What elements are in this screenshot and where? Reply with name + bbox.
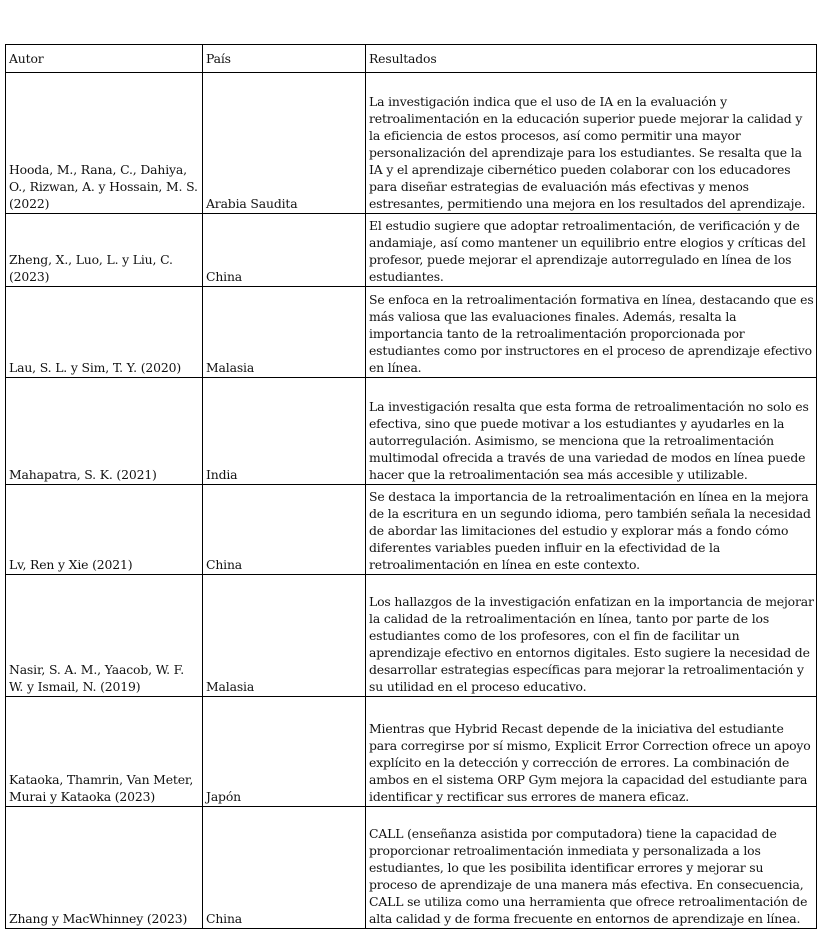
cell-pais: China [203, 485, 366, 575]
cell-pais: Malasia [203, 575, 366, 697]
table-row [6, 485, 817, 575]
table-row [6, 697, 817, 807]
cell-resultados: Mientras que Hybrid Recast depende de la iniciativa del estudiante para corregirse por sí mismo, Explicit Error Correction ofrece un apoyo explícito en la detección y corrección de errores. La combinación de ambos en el sistema ORP Gym mejora la capacidad del estudiante para identificar y rectificar sus errores de manera eficaz. [366, 697, 817, 807]
header-pais: País [203, 45, 366, 73]
cell-autor: Zhang y MacWhinney (2023) [6, 807, 203, 929]
cell-autor: Zheng, X., Luo, L. y Liu, C. (2023) [6, 214, 203, 287]
cell-pais: China [203, 807, 366, 929]
cell-autor: Lau, S. L. y Sim, T. Y. (2020) [6, 287, 203, 378]
cell-resultados: La investigación resalta que esta forma de retroalimentación no solo es efectiva, sino que puede motivar a los estudiantes y ayudarles en la autorregulación. Asimismo, se menciona que la retroalimentación multimodal ofrecida a través de una variedad de modos en línea puede hacer que la retroalimentación sea más accesible y utilizable. [366, 378, 817, 485]
cell-autor: Kataoka, Thamrin, Van Meter, Murai y Kataoka (2023) [6, 697, 203, 807]
table-row [6, 287, 817, 378]
cell-autor: Mahapatra, S. K. (2021) [6, 378, 203, 485]
cell-resultados: Los hallazgos de la investigación enfatizan en la importancia de mejorar la calidad de la retroalimentación en línea, tanto por parte de los estudiantes como de los profesores, con el fin de facilitar un aprendizaje efectivo en entornos digitales. Esto sugiere la necesidad de desarrollar estrategias específicas para mejorar la retroalimentación y su utilidad en el proceso educativo. [366, 575, 817, 697]
results-table [5, 44, 817, 929]
cell-pais: China [203, 214, 366, 287]
cell-autor: Hooda, M., Rana, C., Dahiya, O., Rizwan, A. y Hossain, M. S. (2022) [6, 73, 203, 214]
cell-pais: Japón [203, 697, 366, 807]
header-autor: Autor [6, 45, 203, 73]
table-row [6, 807, 817, 929]
cell-pais: India [203, 378, 366, 485]
cell-autor: Lv, Ren y Xie (2021) [6, 485, 203, 575]
cell-autor: Nasir, S. A. M., Yaacob, W. F. W. y Ismail, N. (2019) [6, 575, 203, 697]
cell-resultados: CALL (enseñanza asistida por computadora) tiene la capacidad de proporcionar retroalimentación inmediata y personalizada a los estudiantes, lo que les posibilita identificar errores y mejorar su proceso de aprendizaje de una manera más efectiva. En consecuencia, CALL se utiliza como una herramienta que ofrece retroalimentación de alta calidad y de forma frecuente en entornos de aprendizaje en línea. [366, 807, 817, 929]
header-resultados: Resultados [366, 45, 817, 73]
cell-pais: Malasia [203, 287, 366, 378]
table-row [6, 575, 817, 697]
cell-resultados: Se enfoca en la retroalimentación formativa en línea, destacando que es más valiosa que las evaluaciones finales. Además, resalta la importancia tanto de la retroalimentación proporcionada por estudiantes como por instructores en el proceso de aprendizaje efectivo en línea. [366, 287, 817, 378]
cell-resultados: La investigación indica que el uso de IA en la evaluación y retroalimentación en la educación superior puede mejorar la calidad y la eficiencia de estos procesos, así como permitir una mayor personalización del aprendizaje para los estudiantes. Se resalta que la IA y el aprendizaje cibernético pueden colaborar con los educadores para diseñar estrategias de evaluación más efectivas y menos estresantes, permitiendo una mejora en los resultados del aprendizaje. [366, 73, 817, 214]
cell-resultados: Se destaca la importancia de la retroalimentación en línea en la mejora de la escritura en un segundo idioma, pero también señala la necesidad de abordar las limitaciones del estudio y explorar más a fondo cómo diferentes variables pueden influir en la efectividad de la retroalimentación en línea en este contexto. [366, 485, 817, 575]
table-header-row [6, 45, 817, 73]
table-row [6, 214, 817, 287]
cell-resultados: El estudio sugiere que adoptar retroalimentación, de verificación y de andamiaje, así como mantener un equilibrio entre elogios y críticas del profesor, puede mejorar el aprendizaje autorregulado en línea de los estudiantes. [366, 214, 817, 287]
table-row [6, 73, 817, 214]
table-row [6, 378, 817, 485]
cell-pais: Arabia Saudita [203, 73, 366, 214]
